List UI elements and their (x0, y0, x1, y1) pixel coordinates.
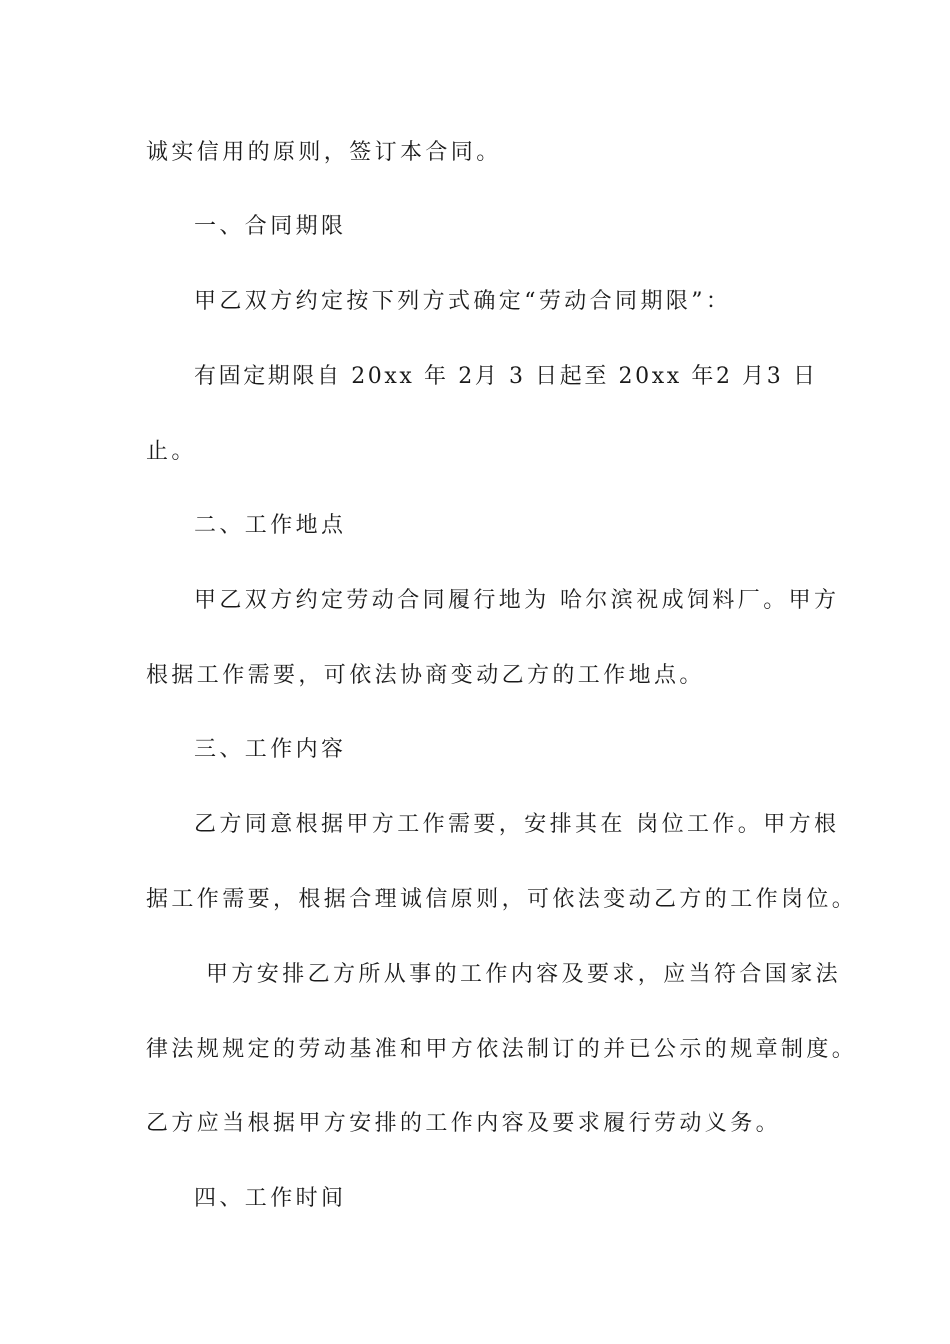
text-line-labor-obligations: 乙方应当根据甲方安排的工作内容及要求履行劳动义务。 (146, 1111, 782, 1136)
text-line-location-change: 根据工作需要，可依法协商变动乙方的工作地点。 (146, 663, 705, 688)
text-line-term-method: 甲乙双方约定按下列方式确定“劳动合同期限”： (194, 289, 732, 314)
text-line-location: 甲乙双方约定劳动合同履行地为 哈尔滨祝成饲料厂。甲方 (194, 588, 840, 613)
text-line-position: 乙方同意根据甲方工作需要，安排其在 岗位工作。甲方根 (194, 812, 840, 837)
heading-work-hours: 四、工作时间 (194, 1186, 347, 1211)
text-line-position-change: 据工作需要，根据合理诚信原则，可依法变动乙方的工作岗位。 (146, 887, 858, 912)
text-line-principle: 诚实信用的原则，签订本合同。 (146, 140, 502, 165)
text-line-work-requirements: 甲方安排乙方所从事的工作内容及要求，应当符合国家法 (206, 962, 842, 987)
heading-work-content: 三、工作内容 (194, 737, 347, 762)
text-line-labor-standards: 律法规规定的劳动基准和甲方依法制订的并已公示的规章制度。 (146, 1037, 858, 1062)
heading-work-location: 二、工作地点 (194, 513, 347, 538)
text-line-term-end: 止。 (146, 439, 197, 464)
text-line-fixed-term: 有固定期限自 20xx 年 2月 3 日起至 20xx 年2 月3 日 (194, 364, 818, 389)
heading-contract-term: 一、合同期限 (194, 214, 347, 239)
